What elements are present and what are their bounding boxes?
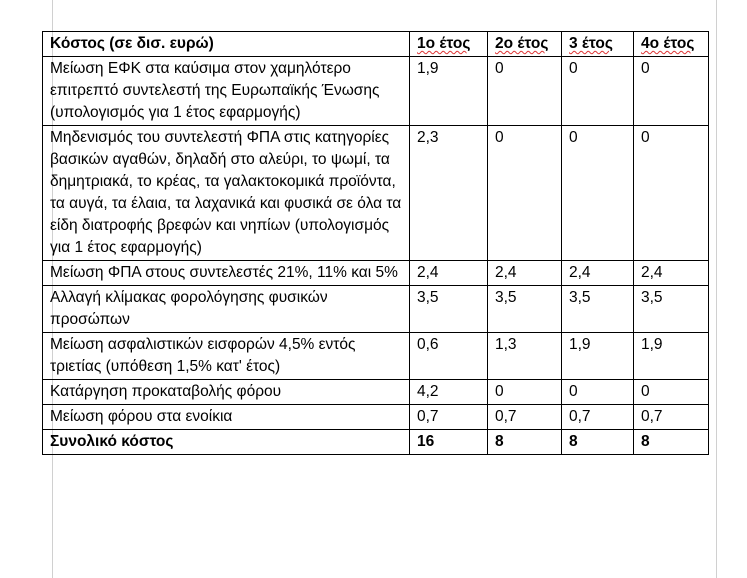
page-margin-line-right — [716, 0, 717, 578]
cell-year-1: 4,2 — [410, 380, 488, 405]
row-label: Αλλαγή κλίμακας φορολόγησης φυσικών προσώπων — [43, 286, 410, 333]
cell-year-2: 3,5 — [488, 286, 562, 333]
total-year-4: 8 — [634, 430, 709, 455]
cell-year-4: 2,4 — [634, 261, 709, 286]
header-year-2-label: 2ο έτος — [495, 35, 549, 52]
cell-year-4: 3,5 — [634, 286, 709, 333]
table-row — [43, 380, 709, 405]
total-year-3: 8 — [562, 430, 634, 455]
row-label: Κατάργηση προκαταβολής φόρου — [43, 380, 410, 405]
cell-year-1: 2,3 — [410, 126, 488, 261]
cell-year-4: 0,7 — [634, 405, 709, 430]
cell-year-3: 3,5 — [562, 286, 634, 333]
cell-year-2: 0 — [488, 57, 562, 126]
cell-year-3: 2,4 — [562, 261, 634, 286]
table-row — [43, 286, 709, 333]
cell-year-3: 0 — [562, 57, 634, 126]
cell-year-2: 0 — [488, 380, 562, 405]
table-row — [43, 333, 709, 380]
row-label: Μείωση ΕΦΚ στα καύσιμα στον χαμηλότερο επιτρεπτό συντελεστή της Ευρωπαϊκής Ένωσης (υπολογισμός για 1 έτος εφαρμογής) — [43, 57, 410, 126]
cell-year-1: 2,4 — [410, 261, 488, 286]
header-year-1-label: 1ο έτος — [417, 35, 471, 52]
cell-year-2: 0 — [488, 126, 562, 261]
header-year-4 — [634, 32, 709, 57]
total-row — [43, 430, 709, 455]
header-year-3-label: 3 έτος — [569, 35, 613, 52]
header-year-4-label: 4ο έτος — [641, 35, 695, 52]
cell-year-3: 0,7 — [562, 405, 634, 430]
cell-year-4: 0 — [634, 126, 709, 261]
table-row — [43, 126, 709, 261]
cell-year-1: 1,9 — [410, 57, 488, 126]
total-year-2: 8 — [488, 430, 562, 455]
table-row — [43, 261, 709, 286]
cell-year-1: 0,6 — [410, 333, 488, 380]
cell-year-2: 0,7 — [488, 405, 562, 430]
row-label: Μηδενισμός του συντελεστή ΦΠΑ στις κατηγορίες βασικών αγαθών, δηλαδή στο αλεύρι, το ψωμί, τα δημητριακά, το κρέας, τα γαλακτοκομικά προϊόντα, τα αυγά, τα έλαια, τα λαχανικά και φυσικά σε όλα τα είδη διατροφής βρεφών και νηπίων (υπολογισμός για 1 έτος εφαρμογής) — [43, 126, 410, 261]
header-year-2 — [488, 32, 562, 57]
header-cost: Κόστος (σε δισ. ευρώ) — [43, 32, 410, 57]
header-year-1 — [410, 32, 488, 57]
total-year-1: 16 — [410, 430, 488, 455]
cell-year-1: 3,5 — [410, 286, 488, 333]
row-label: Μείωση ΦΠΑ στους συντελεστές 21%, 11% και 5% — [43, 261, 410, 286]
table-header-row — [43, 32, 709, 57]
row-label: Μείωση ασφαλιστικών εισφορών 4,5% εντός τριετίας (υπόθεση 1,5% κατ' έτος) — [43, 333, 410, 380]
cell-year-4: 0 — [634, 57, 709, 126]
cell-year-3: 0 — [562, 126, 634, 261]
cell-year-2: 1,3 — [488, 333, 562, 380]
cost-table — [42, 31, 709, 455]
cell-year-3: 1,9 — [562, 333, 634, 380]
cell-year-4: 0 — [634, 380, 709, 405]
cell-year-1: 0,7 — [410, 405, 488, 430]
cell-year-2: 2,4 — [488, 261, 562, 286]
cell-year-4: 1,9 — [634, 333, 709, 380]
header-year-3 — [562, 32, 634, 57]
row-label: Μείωση φόρου στα ενοίκια — [43, 405, 410, 430]
table-row — [43, 57, 709, 126]
cell-year-3: 0 — [562, 380, 634, 405]
table-row — [43, 405, 709, 430]
total-label: Συνολικό κόστος — [43, 430, 410, 455]
